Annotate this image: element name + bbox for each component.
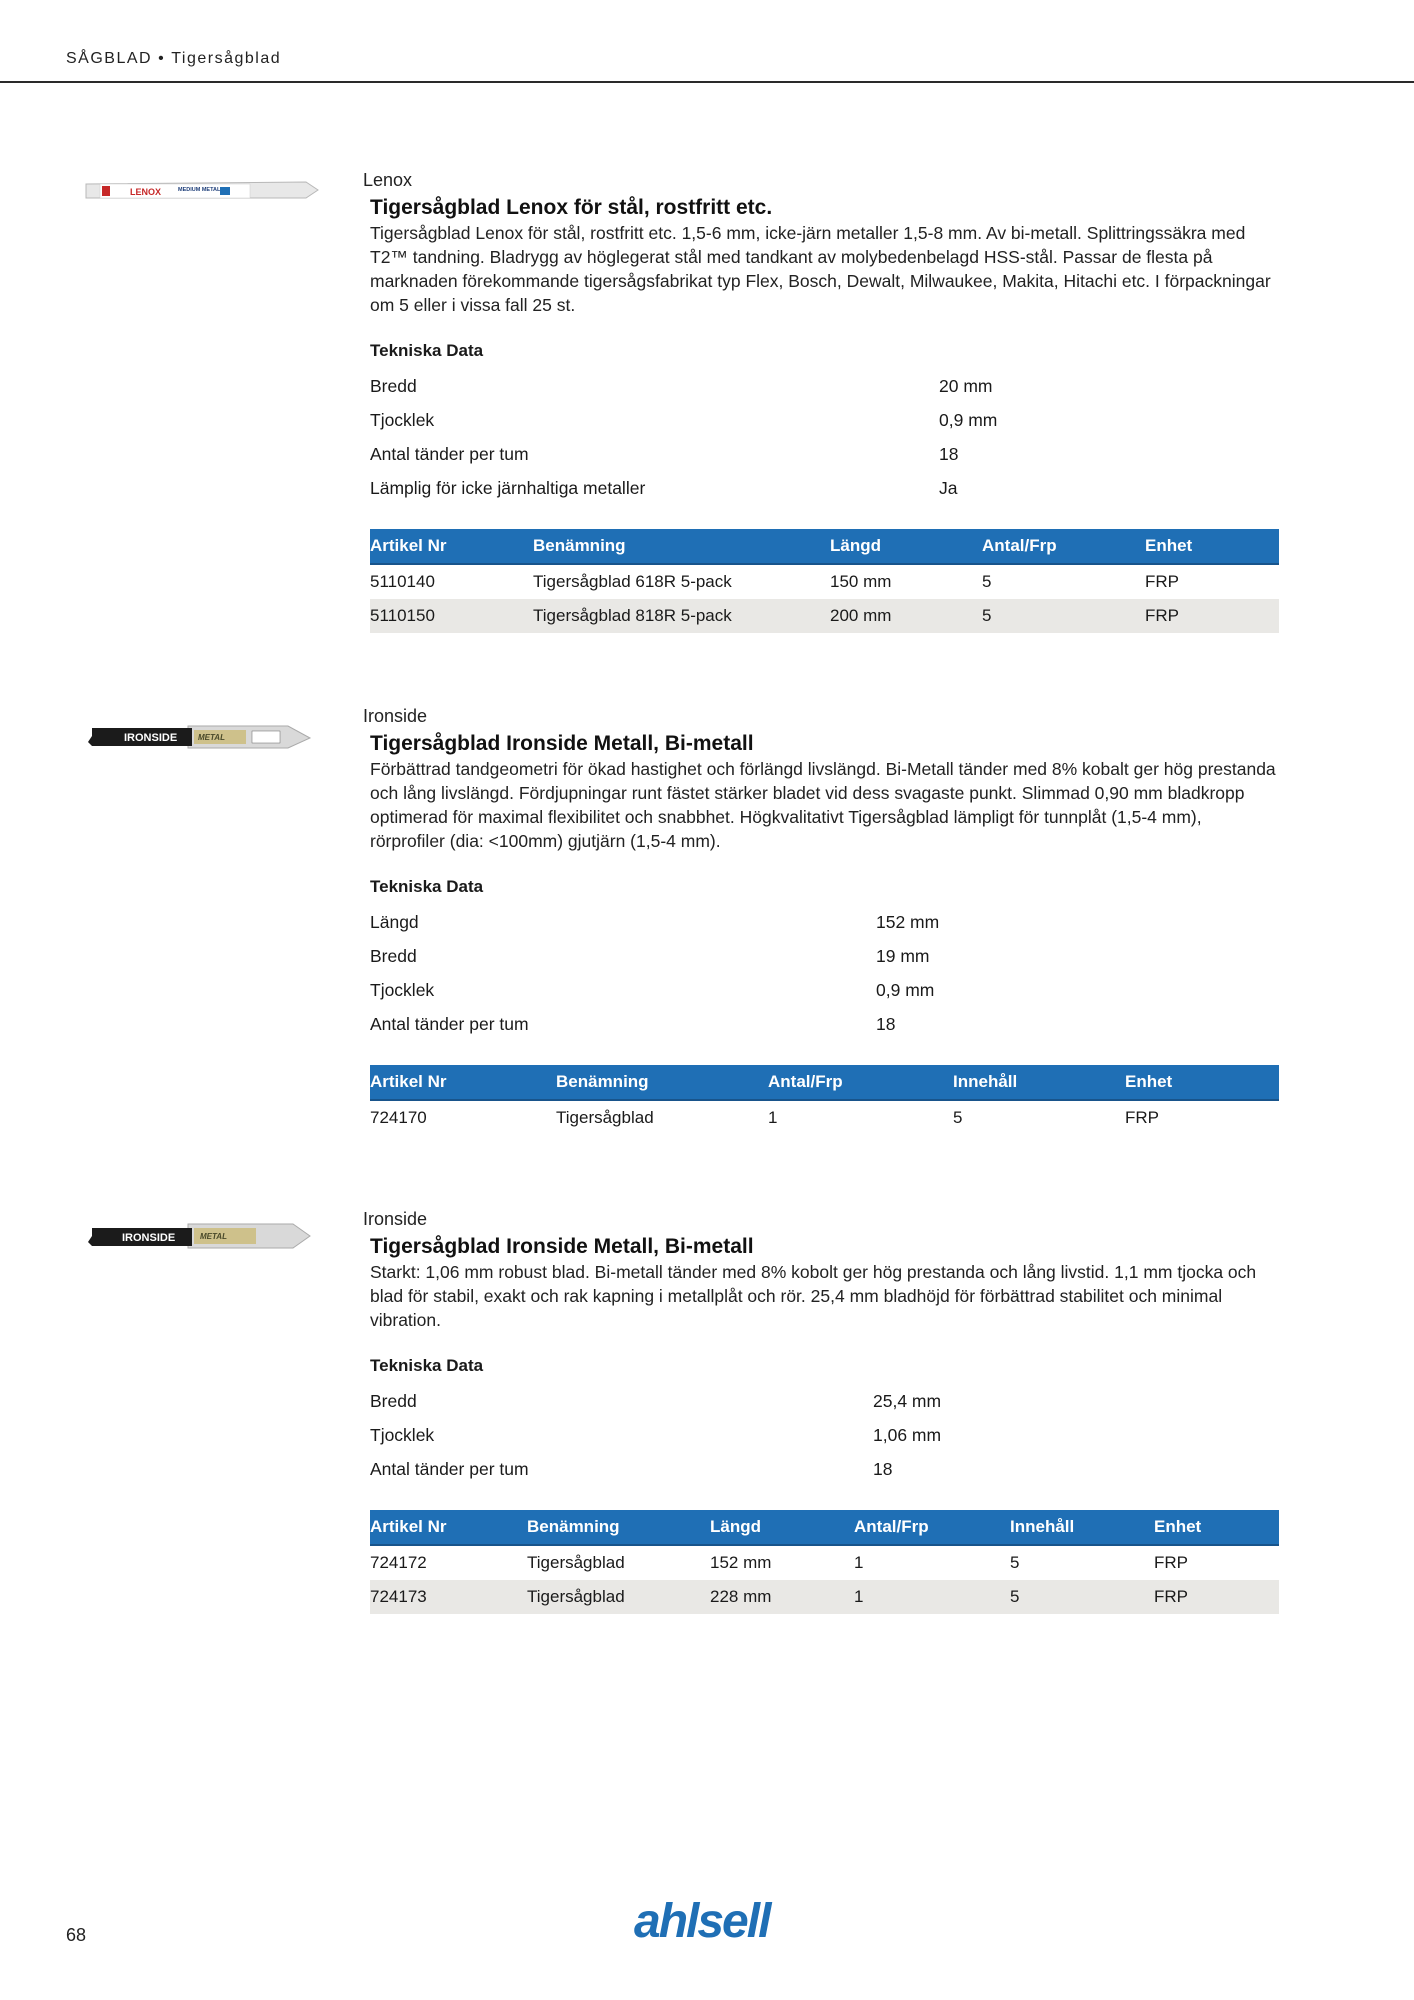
specs-heading: Tekniska Data: [370, 1356, 484, 1375]
column-header: Antal/Frp: [854, 1510, 1010, 1545]
spec-row: Antal tänder per tum 18: [370, 444, 959, 464]
spec-row: Längd 152 mm: [370, 912, 940, 932]
spec-row: Tjocklek 0,9 mm: [370, 410, 998, 430]
column-header: Artikel Nr: [370, 529, 533, 564]
column-header: Artikel Nr: [370, 1065, 556, 1100]
product-title: Tigersågblad Lenox för stål, rostfritt etc.: [370, 196, 773, 219]
page-number: 68: [66, 1925, 87, 1945]
table-header-row: [370, 529, 1279, 564]
product-title: Tigersågblad Ironside Metall, Bi-metall: [370, 1235, 754, 1258]
column-header: Innehåll: [1010, 1510, 1154, 1545]
spec-row: Bredd 19 mm: [370, 946, 930, 966]
spec-row: Lämplig för icke järnhaltiga metaller Ja: [370, 478, 958, 498]
saw-blade-ironside-heavy-image: [88, 1218, 314, 1252]
spec-row: Antal tänder per tum 18: [370, 1014, 896, 1034]
specs-heading: Tekniska Data: [370, 341, 484, 360]
article-table: [370, 1065, 1279, 1135]
product-description: Förbättrad tandgeometri för ökad hastighet och förlängd livslängd. Bi-Metall tänder med 8% kobalt ger hög prestanda och lång livslängd. Fördjupningar runt fästet stärker bladet vid dess svagaste punkt. Slimmad 0,90 mm bladkropp optimerad för maximal flexibilitet och snabbhet. Högkvalitativt Tigersågblad lämpligt för tunnplåt (1,5-4 mm), rörprofiler (dia: <100mm) gjutjärn (1,5-4 mm).: [370, 759, 1276, 851]
saw-blade-lenox-image: [80, 172, 320, 204]
column-header: Längd: [710, 1510, 854, 1545]
product-ironside-2: [363, 1208, 1279, 1614]
svg-text:MEDIUM METAL: MEDIUM METAL: [178, 187, 221, 193]
breadcrumb-section: SÅGBLAD: [66, 50, 153, 67]
article-table: [370, 1510, 1279, 1614]
spec-row: Tjocklek 1,06 mm: [370, 1425, 942, 1445]
table-header-row: [370, 1510, 1279, 1545]
breadcrumb-separator: •: [158, 50, 166, 67]
table-row: 5110140 Tigersågblad 618R 5-pack 150 mm 5 FRP: [370, 572, 1179, 591]
column-header: Innehåll: [953, 1065, 1125, 1100]
column-header: Antal/Frp: [982, 529, 1145, 564]
product-brand: Ironside: [363, 1209, 428, 1229]
spec-row: Bredd 20 mm: [370, 376, 993, 396]
svg-text:METAL: METAL: [200, 1232, 227, 1241]
product-brand: Ironside: [363, 706, 428, 726]
column-header: Längd: [830, 529, 982, 564]
saw-blade-ironside-image: [88, 718, 314, 752]
header-divider: [0, 81, 1414, 83]
product-description: Starkt: 1,06 mm robust blad. Bi-metall tänder med 8% kobolt ger hög prestanda och lång livstid. 1,1 mm tjocka och blad för stabil, exakt och rak kapning i metallplåt och rör. 25,4 mm bladhöjd för förbättrad stabilitet och minimal vibration.: [370, 1262, 1257, 1330]
breadcrumb: [66, 50, 281, 68]
svg-text:METAL: METAL: [198, 733, 225, 742]
article-table: [370, 529, 1279, 633]
column-header: Benämning: [556, 1065, 768, 1100]
column-header: Enhet: [1145, 529, 1279, 564]
specs-heading: Tekniska Data: [370, 877, 484, 896]
product-description: Tigersågblad Lenox för stål, rostfritt etc. 1,5-6 mm, icke-järn metaller 1,5-8 mm. Av bi-metall. Splittringssäkra med T2™ tandning. Bladrygg av höglegerat stål med tandkant av molybedenbelagd HSS-stål. Passar de flesta på marknaden förekommande tigersågsfabrikat typ Flex, Bosch, Dewalt, Milwaukee, Makita, Hitachi etc. I förpackningar om 5 eller i vissa fall 25 st.: [370, 223, 1271, 315]
column-header: Antal/Frp: [768, 1065, 953, 1100]
product-ironside-1: [363, 705, 1279, 1135]
table-row: 5110150 Tigersågblad 818R 5-pack 200 mm 5 FRP: [370, 599, 1279, 633]
spec-row: Bredd 25,4 mm: [370, 1391, 942, 1411]
spec-row: Antal tänder per tum 18: [370, 1459, 893, 1479]
svg-text:LENOX: LENOX: [130, 187, 162, 197]
product-title: Tigersågblad Ironside Metall, Bi-metall: [370, 732, 754, 755]
spec-row: Tjocklek 0,9 mm: [370, 980, 935, 1000]
column-header: Benämning: [533, 529, 830, 564]
column-header: Enhet: [1125, 1065, 1279, 1100]
column-header: Artikel Nr: [370, 1510, 527, 1545]
breadcrumb-subsection: Tigersågblad: [171, 50, 282, 67]
ahlsell-logo: ahlsell: [634, 1895, 770, 1948]
table-row: 724172 Tigersågblad 152 mm 1 5 FRP: [370, 1553, 1188, 1572]
svg-text:IRONSIDE: IRONSIDE: [122, 1232, 176, 1244]
table-row: 724170 Tigersågblad 1 5 FRP: [370, 1108, 1159, 1127]
product-brand: Lenox: [363, 170, 413, 190]
svg-text:IRONSIDE: IRONSIDE: [124, 732, 178, 744]
table-row: 724173 Tigersågblad 228 mm 1 5 FRP: [370, 1580, 1279, 1614]
table-header-row: [370, 1065, 1279, 1100]
column-header: Enhet: [1154, 1510, 1279, 1545]
column-header: Benämning: [527, 1510, 710, 1545]
product-lenox: [363, 169, 1279, 633]
